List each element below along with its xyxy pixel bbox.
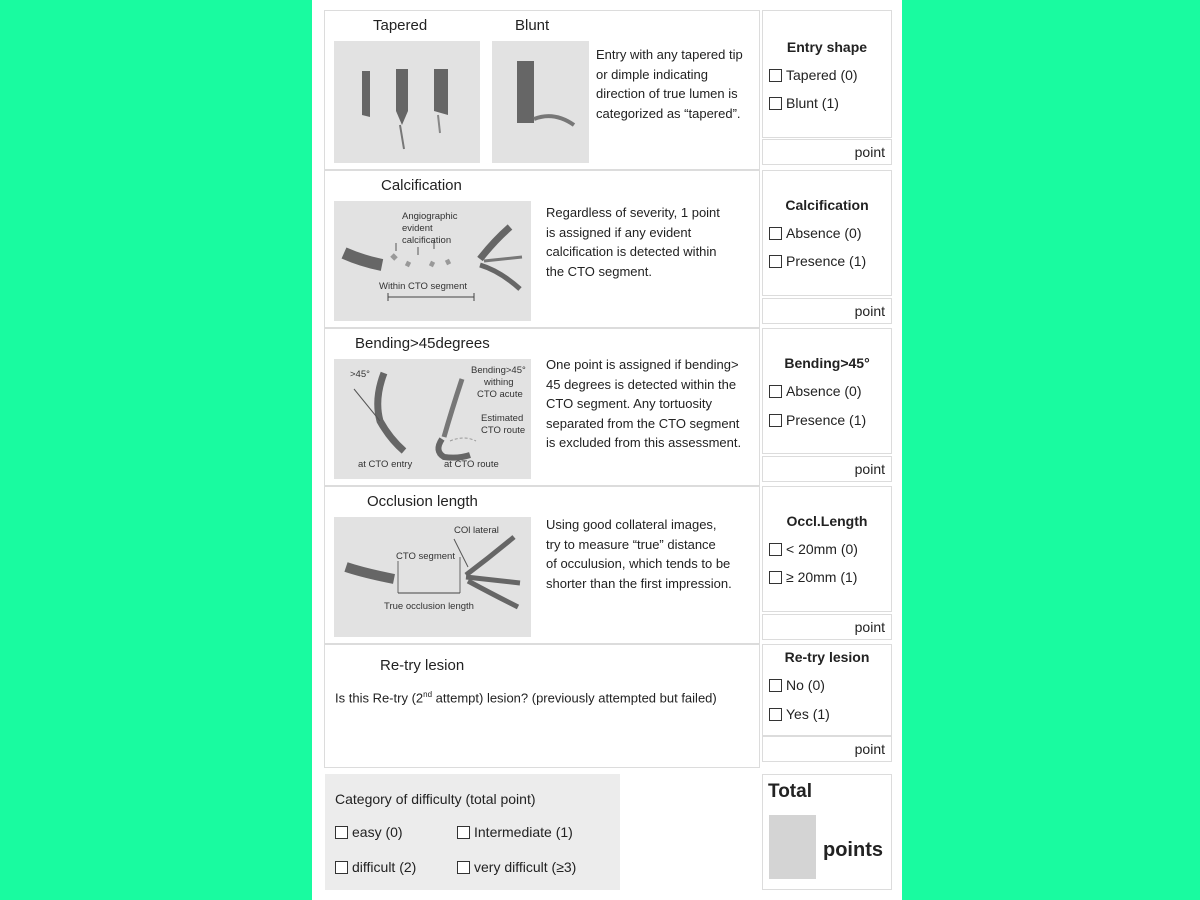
entry-shape-heading: Entry shape	[786, 39, 868, 55]
bending-point-field[interactable]: point	[762, 456, 892, 482]
occlusion-description: Using good collateral images, try to measure “true” distance of occulusion, which tends to be shorter than the first impression.	[546, 517, 732, 591]
bending-image	[334, 359, 531, 479]
retry-question: Is this Re-try (2nd attempt) lesion? (previously attempted but failed)	[335, 690, 717, 706]
option-occl-short[interactable]: < 20mm (0)	[769, 541, 858, 557]
retry-heading: Re-try lesion	[784, 649, 870, 665]
blunt-image	[492, 41, 589, 163]
option-calc-presence[interactable]: Presence (1)	[769, 253, 866, 269]
option-blunt[interactable]: Blunt (1)	[769, 95, 839, 111]
tapered-illustration	[334, 41, 480, 163]
option-difficult[interactable]: difficult (2)	[335, 859, 416, 875]
option-easy[interactable]: easy (0)	[335, 824, 403, 840]
option-tapered[interactable]: Tapered (0)	[769, 67, 858, 83]
calcification-panel	[324, 170, 760, 328]
calcification-image	[334, 201, 531, 321]
option-bend-presence[interactable]: Presence (1)	[769, 412, 866, 428]
difficulty-title: Category of difficulty (total point)	[335, 791, 536, 807]
checkbox-icon[interactable]	[769, 708, 782, 721]
bending-score-box	[762, 328, 892, 454]
bend-label-45: >45°	[350, 369, 370, 380]
calcification-title: Calcification	[381, 177, 462, 194]
checkbox-icon[interactable]	[769, 255, 782, 268]
checkbox-icon[interactable]	[769, 97, 782, 110]
checkbox-icon[interactable]	[335, 861, 348, 874]
checkbox-icon[interactable]	[769, 414, 782, 427]
checkbox-icon[interactable]	[769, 543, 782, 556]
bending-heading: Bending>45°	[784, 355, 870, 371]
calc-label-3: calcification	[402, 235, 452, 246]
checkbox-icon[interactable]	[769, 385, 782, 398]
blunt-label: Blunt	[515, 17, 550, 34]
checkbox-icon[interactable]	[457, 861, 470, 874]
occlusion-point-field[interactable]: point	[762, 614, 892, 640]
occl-label-segment: CTO segment	[396, 551, 455, 562]
checkbox-icon[interactable]	[769, 227, 782, 240]
bend-label-withing: withing	[484, 377, 514, 388]
option-very-difficult[interactable]: very difficult (≥3)	[457, 859, 576, 875]
bend-label-entry: at CTO entry	[358, 459, 413, 470]
retry-title: Re-try lesion	[380, 657, 465, 674]
checkbox-icon[interactable]	[457, 826, 470, 839]
tapered-image	[334, 41, 480, 163]
bend-label-estimated: Estimated	[481, 413, 524, 424]
occlusion-image	[334, 517, 531, 637]
option-calc-absence[interactable]: Absence (0)	[769, 225, 861, 241]
entry-description: Entry with any tapered tip or dimple indicating direction of true lumen is categorized as “tapered”.	[596, 47, 743, 121]
entry-shape-score-box	[762, 10, 892, 138]
total-title: Total	[768, 781, 812, 802]
bend-label-bending: Bending>45°	[471, 365, 526, 376]
occlusion-score-box	[762, 486, 892, 612]
bend-label-acute: CTO acute	[477, 389, 523, 400]
bending-panel	[324, 328, 760, 486]
occlusion-illustration	[334, 517, 531, 637]
calcification-score-box	[762, 170, 892, 296]
option-retry-yes[interactable]: Yes (1)	[769, 706, 830, 722]
entry-point-field[interactable]: point	[762, 139, 892, 165]
option-intermediate[interactable]: Intermediate (1)	[457, 824, 573, 840]
checkbox-icon[interactable]	[769, 679, 782, 692]
occlusion-heading: Occl.Length	[786, 513, 868, 529]
bending-description: One point is assigned if bending> 45 degrees is detected within the CTO segment. Any tortuosity separated from the CTO segment is excluded from this assessment.	[546, 357, 742, 450]
checkbox-icon[interactable]	[335, 826, 348, 839]
calc-label-4: Within CTO segment	[379, 281, 467, 292]
option-occl-long[interactable]: ≥ 20mm (1)	[769, 569, 857, 585]
tapered-label: Tapered	[373, 17, 428, 34]
retry-score-box	[762, 644, 892, 736]
calc-label-1: Angiographic	[402, 211, 458, 222]
retry-panel	[324, 644, 760, 768]
bend-label-route: CTO route	[481, 425, 526, 436]
blunt-illustration	[492, 41, 589, 163]
bending-title: Bending>45degrees	[355, 335, 490, 352]
calcification-description: Regardless of severity, 1 point is assigned if any evident calcification is detected within the CTO segment.	[546, 205, 720, 279]
occl-label-lateral: COl lateral	[454, 525, 499, 536]
total-unit: points	[823, 839, 883, 861]
total-box	[762, 774, 892, 890]
calcification-heading: Calcification	[785, 197, 869, 213]
total-score-field[interactable]	[769, 815, 816, 879]
calcification-point-field[interactable]: point	[762, 298, 892, 324]
option-retry-no[interactable]: No (0)	[769, 677, 825, 693]
occlusion-panel	[324, 486, 760, 644]
bend-label-at-route: at CTO route	[444, 459, 499, 470]
difficulty-panel	[325, 774, 620, 890]
checkbox-icon[interactable]	[769, 69, 782, 82]
calc-label-2: evident	[402, 223, 433, 234]
option-bend-absence[interactable]: Absence (0)	[769, 383, 861, 399]
retry-point-field[interactable]: point	[762, 736, 892, 762]
entry-shape-panel	[324, 10, 760, 170]
occlusion-title: Occlusion length	[367, 493, 478, 510]
occl-label-true: True occlusion length	[384, 601, 474, 612]
checkbox-icon[interactable]	[769, 571, 782, 584]
